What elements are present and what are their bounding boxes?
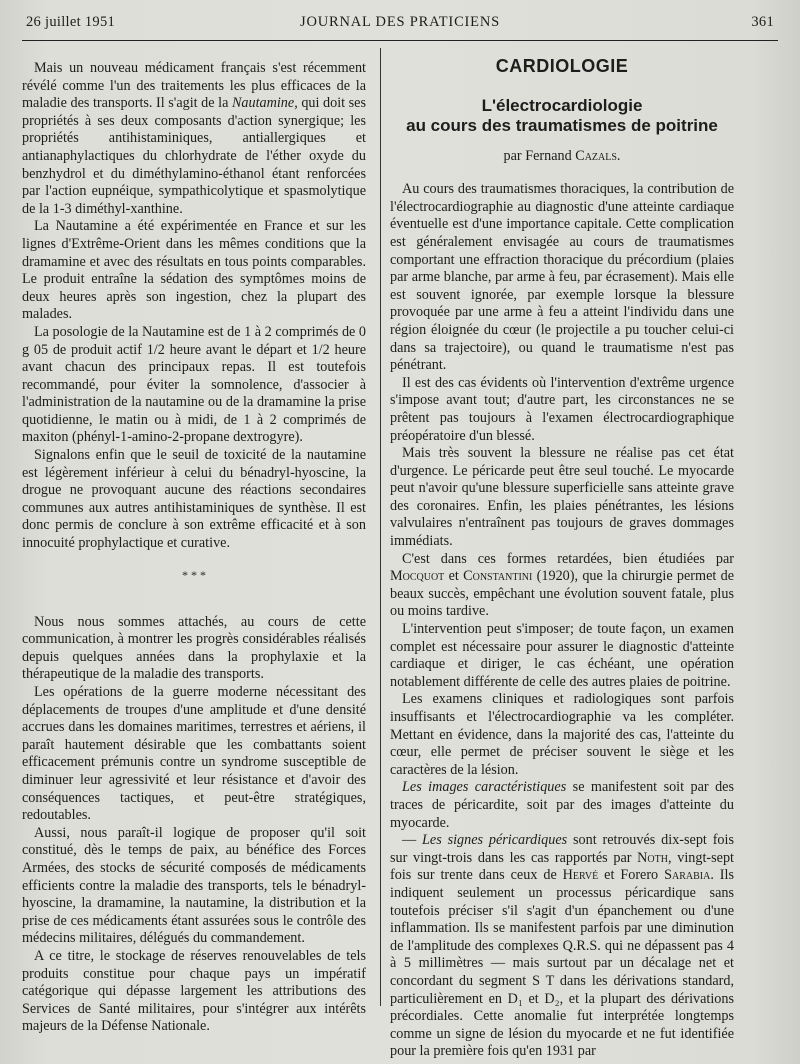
paragraph: — Les signes péricardiques sont retrouvés dix-sept fois sur vingt-trois dans les cas rapportés par Noth, vingt-sept fois sur trente dans ceux de Hervé et Forero Sarabia. Ils indiquent seulement un processus péricardique sans toutefois préciser s'il s'agit d'un épanchement ou d'une inflammation. Ils se manifestent parfois par une diminution de l'amplitude des complexes Q.R.S. qui ne dépassent pas 4 à 5 millimètres — mais surtout par un décalage net et concordant du segment S T dans les dérivations standard, particulièrement en D₁ et D₂, et la plupart des dérivations précordiales. Cette anomalie fut interprétée longtemps comme un signe de lésion du myocarde et ne fut identifiée pour la première fois qu'en 1931 par	[390, 832, 734, 1060]
paragraph: Mais un nouveau médicament français s'est récemment révélé comme l'un des traitements les plus efficaces de la maladie des transports. Il s'agit de la Nautamine, qui doit ses propriétés à ses deux composants d'action synergique; les propriétés antihistaminiques, antiallergiques et antianaphylactiques du chlorhydrate de l'éther oxyde du benzhydrol et du diméthylamino-éthanol étant renforcées par l'action eupnéique, sympathicolytique et spasmolytique de la 1-3 diméthyl-xanthine.	[22, 60, 366, 217]
byline: par Fernand Cazals.	[503, 147, 621, 164]
paragraph: Signalons enfin que le seuil de toxicité de la nautamine est légèrement inférieur à celui du bénadryl-hyoscine, la drogue ne provoquant aucune des réactions secondaires communes aux autres antihistaminiques de synthèse. Il est donc permis de conclure à son extrême efficacité et à son innocuité prophylactique et curative.	[22, 447, 366, 552]
header-journal-title: JOURNAL DES PRATICIENS	[300, 14, 500, 30]
paragraph: Les images caractéristiques se manifestent soit par des traces de péricardite, soit par des images d'atteinte du myocarde.	[390, 779, 734, 831]
paragraph: La posologie de la Nautamine est de 1 à 2 comprimés de 0 g 05 de produit actif 1/2 heure avant le départ et 1/2 heure avant chacun des principaux repas. Il est toutefois recommandé, pour éviter la somnolence, d'associer à l'administration de la nautamine ou de la dramamine la prise quotidienne, le matin ou à midi, de 1 à 2 comprimés de maxiton (phényl-1-amino-2-propane dextrogyre).	[22, 323, 366, 446]
left-column	[22, 60, 366, 1036]
paragraph: Mais très souvent la blessure ne réalise pas cet état d'urgence. Le péricarde peut être seul touché. Le myocarde peut n'avoir qu'une blessure superficielle sans atteinte grave des coronaires. Enfin, les plaies pénétrantes, les lésions valvulaires n'entraînent pas toujours de graves dommages immédiats.	[390, 445, 734, 550]
paragraph: A ce titre, le stockage de réserves renouvelables de tels produits constitue pour chaque pays un impératif catégorique qui dépasse largement les attributions des Services de Santé militaires, pour s'intégrer aux intérêts majeurs de la Défense Nationale.	[22, 947, 366, 1035]
paragraph: La Nautamine a été expérimentée en France et sur les lignes d'Extrême-Orient dans les mêmes conditions que la dramamine et avec des résultats en tous points comparables. Le produit entraîne la sédation des symptômes moins de deux heures après son ingestion, chez la plupart des malades.	[22, 218, 366, 323]
paragraph: Au cours des traumatismes thoraciques, la contribution de l'électrocardiographie au diagnostic d'une atteinte cardiaque éventuelle est d'une importance capitale. Cette complication est généralement envisagée au cours de traumatismes comportant une effraction thoracique du précordium (plaies par arme blanche, par arme à feu, par écrasement). Mais elle est souvent ignorée, par exemple lorsque la blessure provoquée par une arme à feu a atteint l'individu dans une région éloignée du cœur (le projectile a pu toucher celui-ci dans sa trajectoire), ou quand le traumatisme n'est pas pénétrant.	[390, 181, 734, 374]
article-title: L'électrocardiologie au cours des traumatismes de poitrine	[406, 95, 718, 135]
paragraph: Nous nous sommes attachés, au cours de cette communication, à montrer les progrès considérables réalisés depuis quelques années dans la prophylaxie et la thérapeutique de la maladie des transports.	[22, 613, 366, 683]
paragraph: L'intervention peut s'imposer; de toute façon, un examen complet est nécessaire pour assurer le diagnostic d'atteinte cardiaque et diriger, le cas échéant, une opération notablement différente de celle des autres plaies de poitrine.	[390, 621, 734, 690]
paragraph: Les examens cliniques et radiologiques sont parfois insuffisants et l'électrocardiographie va les compléter. Mettant en évidence, dans la majorité des cas, l'atteinte du cœur, elle permet de préciser souvent le siège et les caractères de la lésion.	[390, 691, 734, 778]
paragraph: Il est des cas évidents où l'intervention d'extrême urgence s'impose avant tout; d'autre part, les circonstances ne se prêtent pas toujours à l'examen électrocardiographique préopératoire d'un blessé.	[390, 374, 734, 444]
author-name: Cazals.	[575, 147, 621, 164]
paragraph: Aussi, nous paraît-il logique de proposer qu'il soit constitué, dès le temps de paix, au bénéfice des Forces Armées, des stocks de sécurité composés de médicaments efficients contre la maladie des transports, tels le bénadryl-hyoscine, la dramamine, la nautamine, la distribution et la prise de ces médicaments étant assurées sous le contrôle des médecins militaires, délégués du commandement.	[22, 824, 366, 947]
header-rule	[22, 40, 778, 41]
column-divider	[380, 48, 381, 1006]
right-column	[390, 58, 734, 1061]
paragraph: C'est dans ces formes retardées, bien étudiées par Mocquot et Constantini (1920), que la chirurgie permet de beaux succès, empêchant une évolution souvent fatale, plus ou moins tardive.	[390, 550, 735, 620]
section-separator: * * *	[182, 567, 206, 582]
paragraph: Les opérations de la guerre moderne nécessitant des déplacements de troupes d'une amplitude et d'une densité accrues dans les domaines maritimes, terrestres et aériens, il paraît hautement désirable que les combattants soient efficacement prémunis contre un syndrome susceptible de diminuer leur agressivité et leur résistance et d'avoir des conséquences tactiques, et peut-être stratégiques, redoutables.	[22, 684, 366, 824]
header-date: 26 juillet 1951	[26, 14, 116, 30]
running-header	[26, 14, 774, 36]
section-heading: CARDIOLOGIE	[495, 56, 629, 76]
page-number: 361	[751, 14, 774, 30]
